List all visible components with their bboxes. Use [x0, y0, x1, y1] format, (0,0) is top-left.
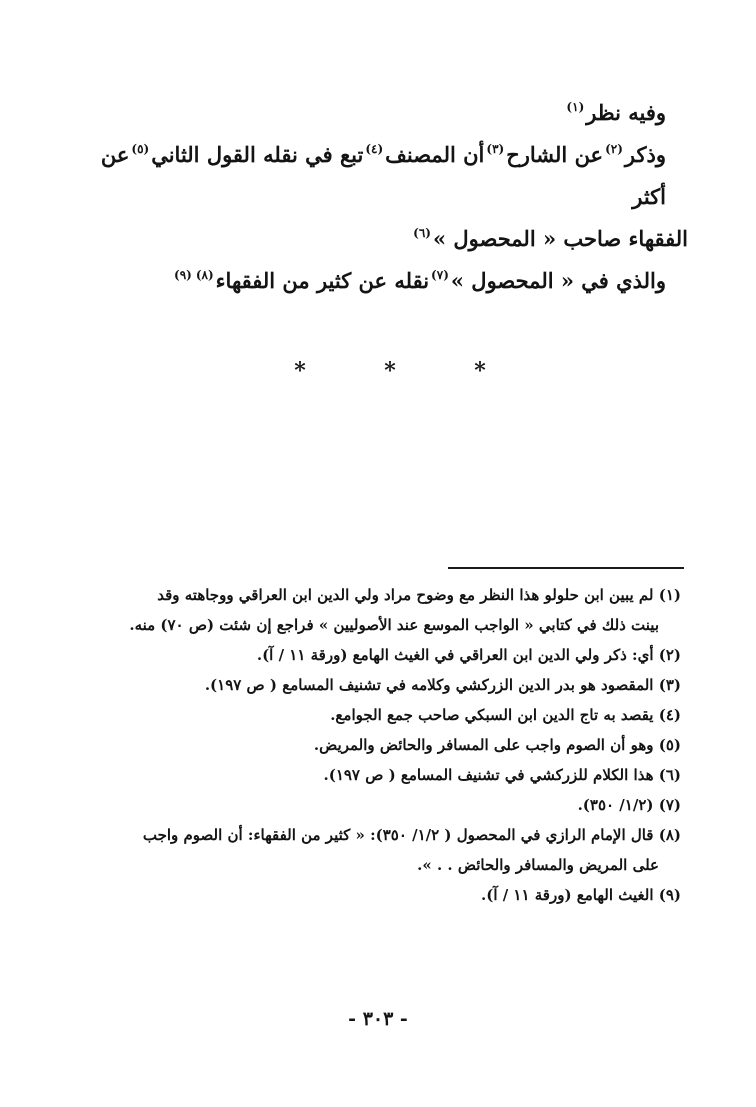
footnote-text: لم يبين ابن حلولو هذا النظر مع وضوح مراد ولي الدين ابن العراقي ووجاهته وقد — [157, 586, 654, 604]
footnote-text: المقصود هو بدر الدين الزركشي وكلامه في تشنيف المسامع ( ص ١٩٧). — [204, 676, 654, 694]
main-line-4-part-1: والذي في « المحصول » — [450, 268, 666, 293]
footnote-number: (١) — [658, 586, 681, 604]
footnote-7 — [81, 790, 681, 820]
page-number: - ٣٠٣ - — [348, 1008, 408, 1030]
footnote-text-continuation: على المريض والمسافر والحائض . . ». — [417, 856, 659, 874]
footnote-text: (١/٢/ ٣٥٠). — [577, 796, 654, 814]
footnotes-list — [81, 580, 681, 910]
separator-star: * — [474, 358, 486, 384]
main-line-2-part-4: تبع في نقله القول الثاني — [151, 142, 364, 167]
footnote-text: وهو أن الصوم واجب على المسافر والحائض والمريض. — [313, 736, 654, 754]
main-line-3 — [68, 218, 688, 260]
footnote-text: هذا الكلام للزركشي في تشنيف المسامع ( ص ١٩٧). — [323, 766, 654, 784]
footnote-number: (٦) — [658, 766, 681, 784]
footnote-1 — [81, 580, 681, 640]
footnote-ref-7[interactable]: (٧) — [431, 268, 449, 282]
footnote-2 — [81, 640, 681, 670]
footnote-ref-5[interactable]: (٥) — [131, 142, 150, 156]
footnote-text: الغيث الهامع (ورقة ١١ / آ). — [481, 886, 654, 904]
footnote-ref-2[interactable]: (٢) — [605, 142, 623, 156]
main-line-2-part-3: أن المصنف — [385, 142, 485, 167]
main-line-2 — [68, 134, 688, 218]
footnote-5 — [81, 730, 681, 760]
footnote-number: (٨) — [658, 826, 681, 844]
main-line-4 — [68, 260, 688, 302]
main-line-2-part-5: عن أكثر — [100, 142, 666, 209]
footnote-text-continuation: بينت ذلك في كتابي « الواجب الموسع عند الأصوليين » فراجع إن شئت (ص ٧٠) منه. — [129, 616, 659, 634]
footnote-divider — [448, 567, 684, 569]
section-separator — [290, 358, 490, 384]
main-line-3-text: الفقهاء صاحب « المحصول » — [432, 226, 688, 251]
separator-star: * — [294, 358, 306, 384]
footnote-number: (٣) — [658, 676, 681, 694]
footnote-text: يقصد به تاج الدين ابن السبكي صاحب جمع الجوامع. — [330, 706, 654, 724]
footnote-ref-1[interactable]: (١) — [566, 100, 585, 114]
footnote-6 — [81, 760, 681, 790]
footnote-text: قال الإمام الرازي في المحصول ( ١/٢/ ٣٥٠): « كثير من الفقهاء: أن الصوم واجب — [142, 826, 654, 844]
footnote-number: (٩) — [658, 886, 681, 904]
footnote-ref-4[interactable]: (٤) — [365, 142, 384, 156]
main-text-block — [68, 92, 688, 302]
footnote-ref-8[interactable]: (٨) — [195, 268, 214, 282]
footnote-number: (٤) — [658, 706, 681, 724]
main-line-4-part-2: نقله عن كثير من الفقهاء — [215, 268, 430, 293]
footnote-ref-9[interactable]: (٩) — [174, 268, 192, 282]
footnote-number: (٢) — [658, 646, 681, 664]
main-line-2-part-1: وذكر — [624, 142, 666, 167]
footnote-3 — [81, 670, 681, 700]
separator-star: * — [384, 358, 396, 384]
footnote-4 — [81, 700, 681, 730]
footnote-ref-3[interactable]: (٣) — [486, 142, 505, 156]
footnote-8 — [81, 820, 681, 880]
footnote-9 — [81, 880, 681, 910]
main-line-1-text: وفيه نظر — [586, 100, 666, 125]
footnote-number: (٧) — [658, 796, 681, 814]
footnote-text: أي: ذكر ولي الدين ابن العراقي في الغيث الهامع (ورقة ١١ / آ). — [256, 646, 654, 664]
footnote-ref-6[interactable]: (٦) — [413, 226, 431, 240]
main-line-1 — [68, 92, 688, 134]
main-line-2-part-2: عن الشارح — [506, 142, 604, 167]
footnote-number: (٥) — [658, 736, 681, 754]
